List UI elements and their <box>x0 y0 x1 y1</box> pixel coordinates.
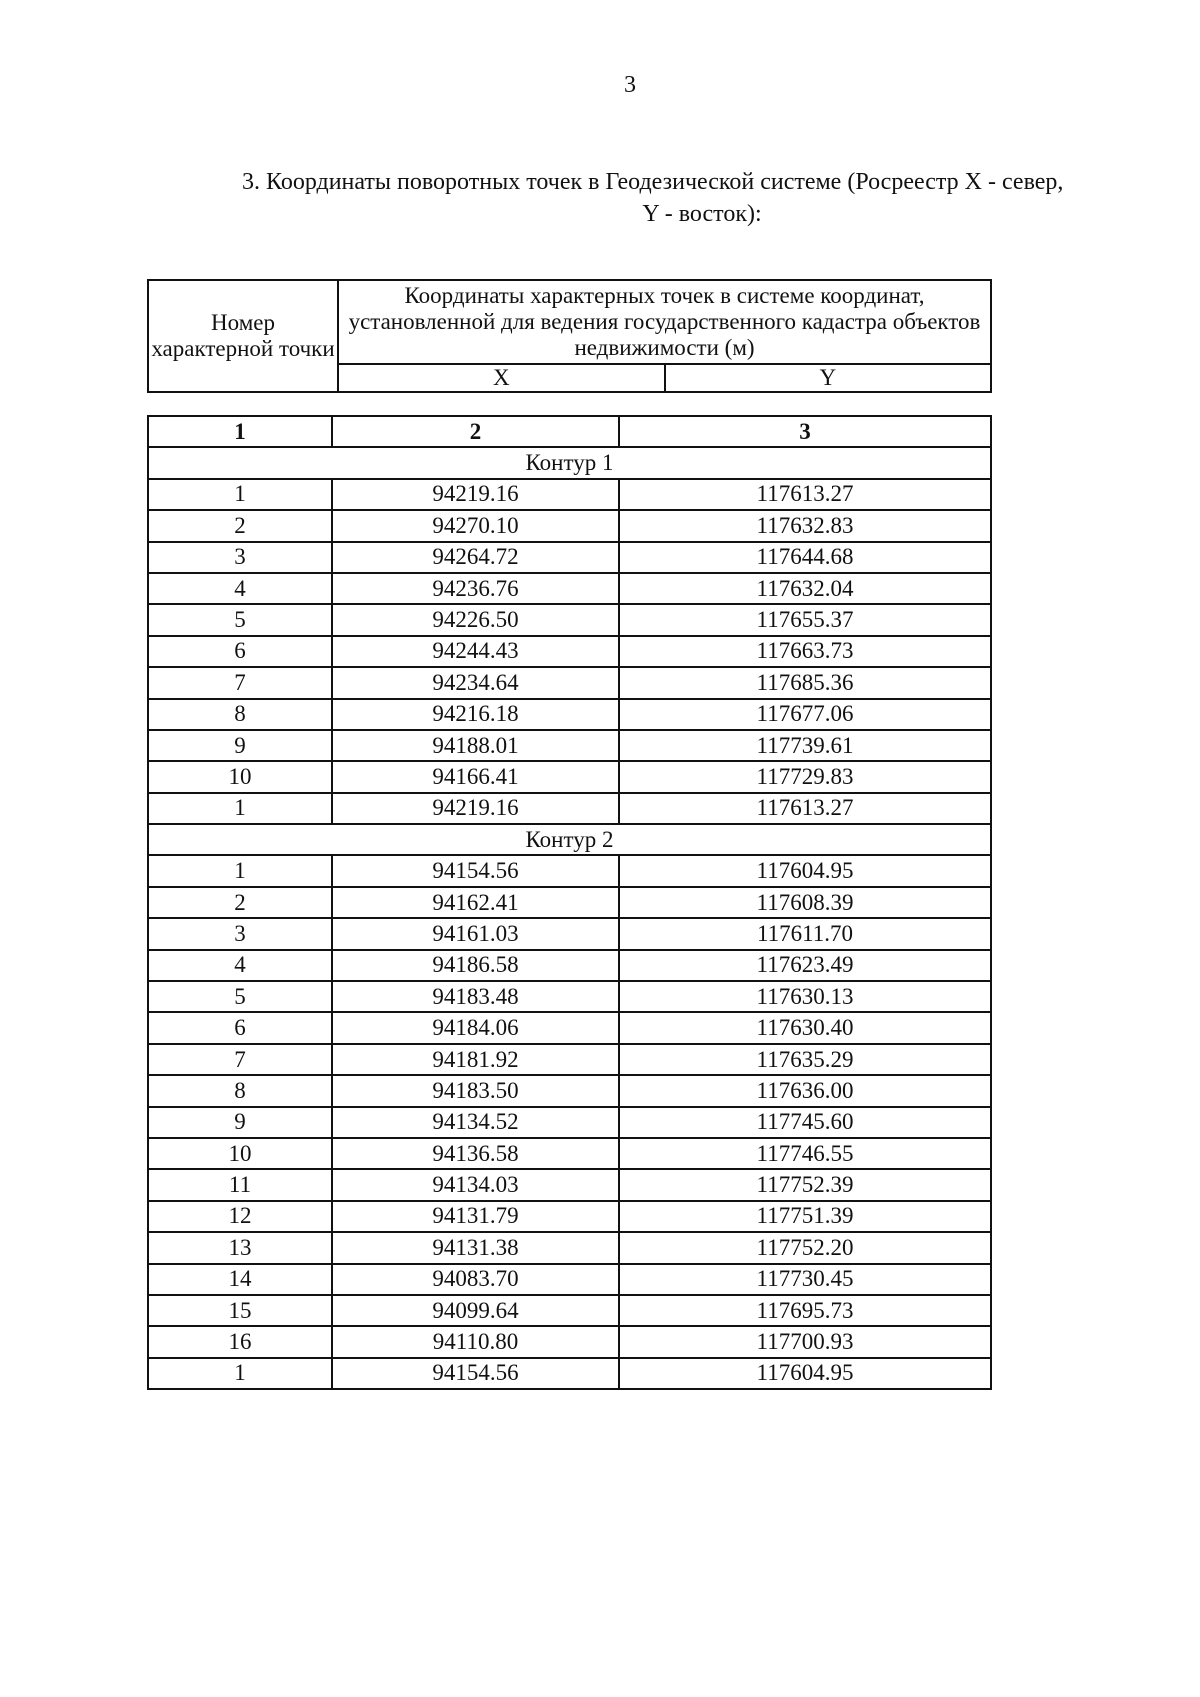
point-number-cell: 9 <box>148 730 332 761</box>
y-coordinate-cell: 117685.36 <box>619 667 991 698</box>
x-coordinate-cell: 94099.64 <box>332 1295 619 1326</box>
x-column-header: X <box>338 364 665 392</box>
y-coordinate-cell: 117739.61 <box>619 730 991 761</box>
table-row <box>148 1138 991 1169</box>
point-number-cell: 16 <box>148 1326 332 1357</box>
table-row <box>148 793 991 824</box>
y-coordinate-cell: 117752.39 <box>619 1169 991 1200</box>
point-number-cell: 2 <box>148 510 332 541</box>
x-coordinate-cell: 94083.70 <box>332 1264 619 1295</box>
y-coordinate-cell: 117752.20 <box>619 1232 991 1263</box>
y-coordinate-cell: 117746.55 <box>619 1138 991 1169</box>
y-coordinate-cell: 117604.95 <box>619 855 991 886</box>
y-coordinate-cell: 117745.60 <box>619 1107 991 1138</box>
point-number-cell: 8 <box>148 1075 332 1106</box>
y-coordinate-cell: 117613.27 <box>619 479 991 510</box>
y-coordinate-cell: 117623.49 <box>619 950 991 981</box>
point-number-cell: 11 <box>148 1169 332 1200</box>
x-coordinate-cell: 94219.16 <box>332 793 619 824</box>
column-index-2: 2 <box>332 416 619 447</box>
x-coordinate-cell: 94134.52 <box>332 1107 619 1138</box>
y-coordinate-cell: 117636.00 <box>619 1075 991 1106</box>
x-coordinate-cell: 94183.50 <box>332 1075 619 1106</box>
point-number-cell: 8 <box>148 699 332 730</box>
point-number-cell: 5 <box>148 604 332 635</box>
table-row <box>148 699 991 730</box>
table-row <box>148 1044 991 1075</box>
table-row <box>148 604 991 635</box>
x-coordinate-cell: 94162.41 <box>332 887 619 918</box>
table-row <box>148 1201 991 1232</box>
point-number-cell: 14 <box>148 1264 332 1295</box>
section-heading-line1: 3. Координаты поворотных точек в Геодезической системе (Росреестр X - север, <box>242 169 1064 195</box>
point-number-cell: 1 <box>148 855 332 886</box>
point-number-cell: 7 <box>148 667 332 698</box>
table-row <box>148 1075 991 1106</box>
point-number-header: Номер характерной точки <box>148 280 338 392</box>
x-coordinate-cell: 94136.58 <box>332 1138 619 1169</box>
table-row <box>148 667 991 698</box>
table-row <box>148 761 991 792</box>
y-coordinate-cell: 117613.27 <box>619 793 991 824</box>
x-coordinate-cell: 94270.10 <box>332 510 619 541</box>
point-number-cell: 1 <box>148 479 332 510</box>
table-row <box>148 1107 991 1138</box>
table-row <box>148 1169 991 1200</box>
contour-title: Контур 2 <box>148 824 991 855</box>
table-row <box>148 636 991 667</box>
contour-title: Контур 1 <box>148 447 991 478</box>
x-coordinate-cell: 94131.79 <box>332 1201 619 1232</box>
point-number-cell: 7 <box>148 1044 332 1075</box>
y-column-header: Y <box>665 364 992 392</box>
y-coordinate-cell: 117655.37 <box>619 604 991 635</box>
table-row <box>148 730 991 761</box>
x-coordinate-cell: 94184.06 <box>332 1012 619 1043</box>
y-coordinate-cell: 117677.06 <box>619 699 991 730</box>
section-heading <box>242 166 1102 230</box>
y-coordinate-cell: 117730.45 <box>619 1264 991 1295</box>
y-coordinate-cell: 117608.39 <box>619 887 991 918</box>
x-coordinate-cell: 94161.03 <box>332 918 619 949</box>
column-index-3: 3 <box>619 416 991 447</box>
y-coordinate-cell: 117635.29 <box>619 1044 991 1075</box>
y-coordinate-cell: 117663.73 <box>619 636 991 667</box>
table-row <box>148 542 991 573</box>
y-coordinate-cell: 117632.04 <box>619 573 991 604</box>
point-number-cell: 13 <box>148 1232 332 1263</box>
y-coordinate-cell: 117611.70 <box>619 918 991 949</box>
table-row <box>148 479 991 510</box>
x-coordinate-cell: 94154.56 <box>332 1358 619 1389</box>
point-number-cell: 1 <box>148 1358 332 1389</box>
column-index-row <box>148 416 991 447</box>
point-number-cell: 10 <box>148 761 332 792</box>
point-number-cell: 3 <box>148 542 332 573</box>
x-coordinate-cell: 94244.43 <box>332 636 619 667</box>
y-coordinate-cell: 117644.68 <box>619 542 991 573</box>
table-row <box>148 950 991 981</box>
x-coordinate-cell: 94110.80 <box>332 1326 619 1357</box>
contour-title-row <box>148 447 991 478</box>
x-coordinate-cell: 94226.50 <box>332 604 619 635</box>
section-heading-line2: Y - восток): <box>642 201 762 227</box>
x-coordinate-cell: 94183.48 <box>332 981 619 1012</box>
x-coordinate-cell: 94234.64 <box>332 667 619 698</box>
point-number-cell: 6 <box>148 636 332 667</box>
coordinate-system-header: Координаты характерных точек в системе координат, установленной для ведения государственного кадастра объектов недвижимости (м) <box>338 280 991 364</box>
contour-title-row <box>148 824 991 855</box>
coordinates-header-table <box>147 279 992 393</box>
x-coordinate-cell: 94134.03 <box>332 1169 619 1200</box>
y-coordinate-cell: 117630.40 <box>619 1012 991 1043</box>
point-number-cell: 10 <box>148 1138 332 1169</box>
x-coordinate-cell: 94181.92 <box>332 1044 619 1075</box>
point-number-cell: 15 <box>148 1295 332 1326</box>
table-row <box>148 1326 991 1357</box>
table-row <box>148 573 991 604</box>
x-coordinate-cell: 94216.18 <box>332 699 619 730</box>
table-row <box>148 887 991 918</box>
x-coordinate-cell: 94131.38 <box>332 1232 619 1263</box>
point-number-cell: 4 <box>148 573 332 604</box>
table-row <box>148 981 991 1012</box>
y-coordinate-cell: 117695.73 <box>619 1295 991 1326</box>
coordinates-data-body <box>148 416 991 1389</box>
x-coordinate-cell: 94188.01 <box>332 730 619 761</box>
y-coordinate-cell: 117700.93 <box>619 1326 991 1357</box>
table-row <box>148 1358 991 1389</box>
table-row <box>148 918 991 949</box>
x-coordinate-cell: 94264.72 <box>332 542 619 573</box>
y-coordinate-cell: 117630.13 <box>619 981 991 1012</box>
x-coordinate-cell: 94166.41 <box>332 761 619 792</box>
y-coordinate-cell: 117632.83 <box>619 510 991 541</box>
column-index-1: 1 <box>148 416 332 447</box>
table-row <box>148 855 991 886</box>
y-coordinate-cell: 117751.39 <box>619 1201 991 1232</box>
x-coordinate-cell: 94219.16 <box>332 479 619 510</box>
table-row <box>148 1295 991 1326</box>
point-number-cell: 12 <box>148 1201 332 1232</box>
table-row <box>148 1264 991 1295</box>
point-number-cell: 4 <box>148 950 332 981</box>
point-number-cell: 6 <box>148 1012 332 1043</box>
point-number-cell: 2 <box>148 887 332 918</box>
x-coordinate-cell: 94154.56 <box>332 855 619 886</box>
point-number-cell: 5 <box>148 981 332 1012</box>
point-number-cell: 3 <box>148 918 332 949</box>
y-coordinate-cell: 117604.95 <box>619 1358 991 1389</box>
table-row <box>148 1012 991 1043</box>
x-coordinate-cell: 94186.58 <box>332 950 619 981</box>
coordinates-data-table <box>147 415 992 1390</box>
x-coordinate-cell: 94236.76 <box>332 573 619 604</box>
table-row <box>148 510 991 541</box>
point-number-cell: 1 <box>148 793 332 824</box>
page-number: 3 <box>624 72 636 98</box>
y-coordinate-cell: 117729.83 <box>619 761 991 792</box>
point-number-cell: 9 <box>148 1107 332 1138</box>
table-row <box>148 1232 991 1263</box>
